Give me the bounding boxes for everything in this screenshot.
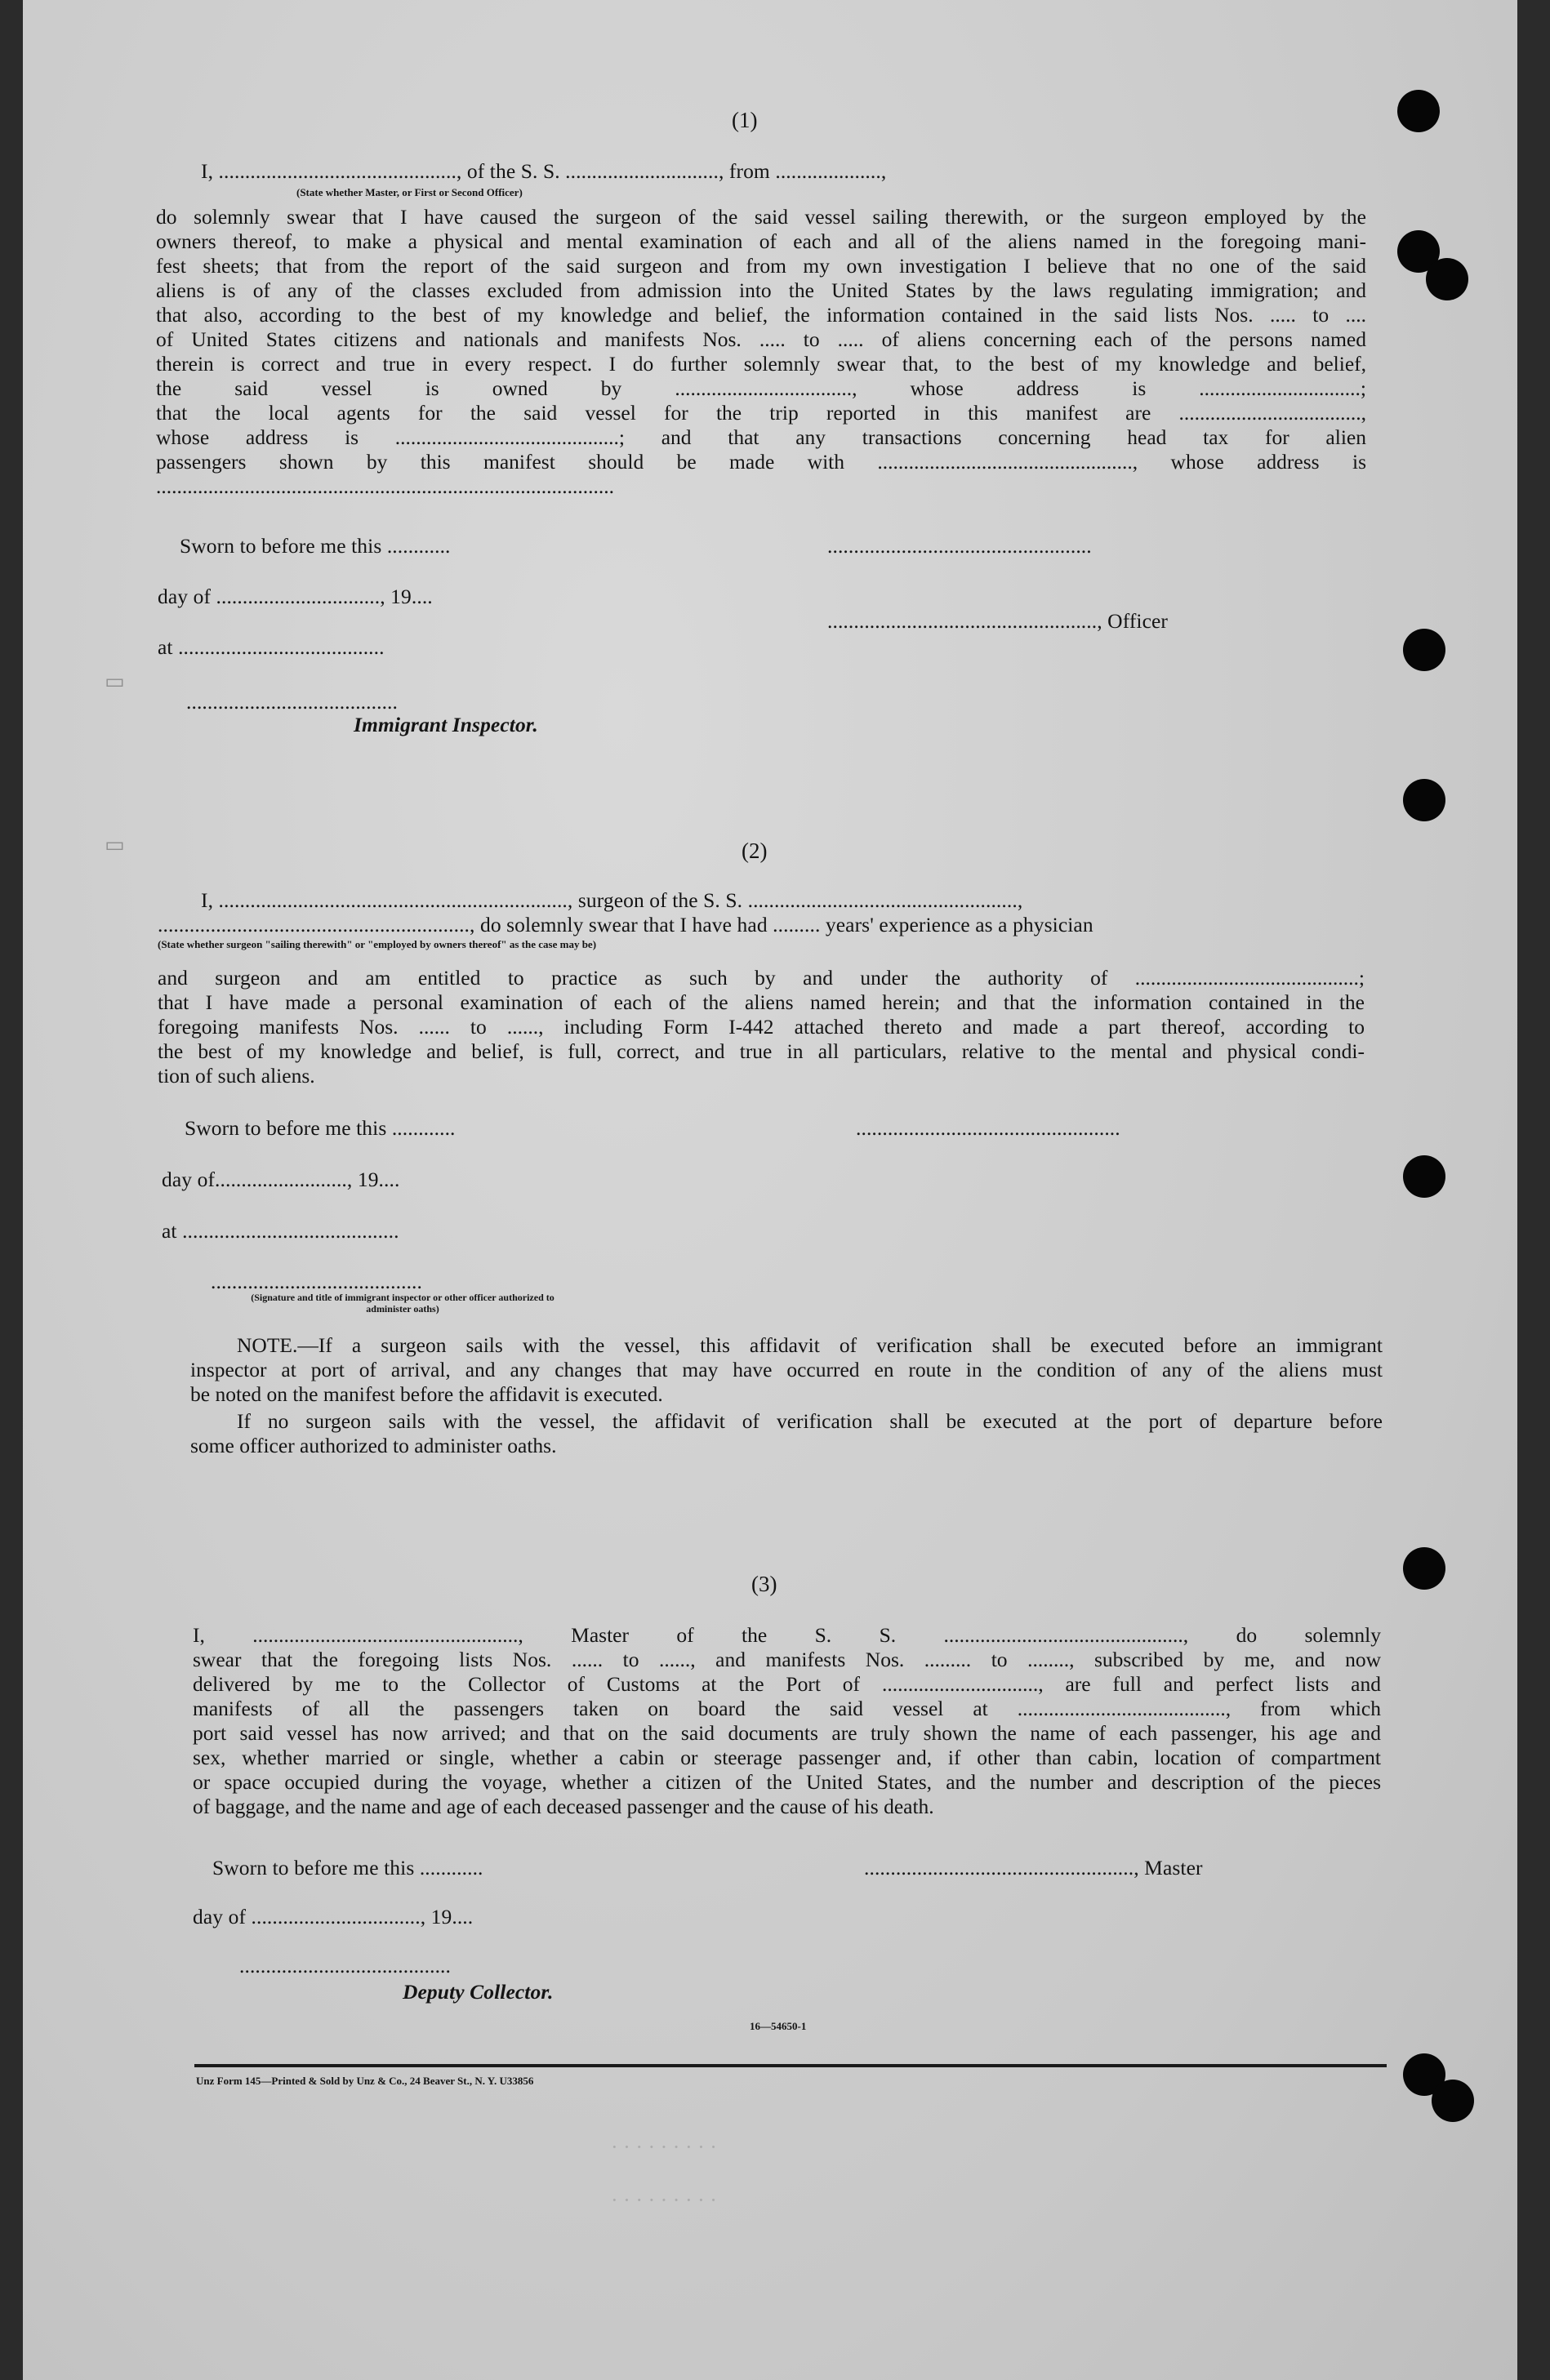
- surgeon-oath-paragraph: and surgeon and am entitled to practice as such by and under the authority of ...........................................; that I have made a personal examination of each of the aliens named herein; and that the information contained in the foregoing manifests Nos. ...... to ......, including Form I-442 attached thereto and made a part thereof, according to the best of my knowledge and belief, is full, correct, and true in all particulars, relative to the mental and physical condi- tion of such aliens.: [158, 966, 1365, 1088]
- day-of-field: day of ..............................., 19....: [158, 585, 433, 608]
- collector-signature-line: ........................................: [239, 1954, 451, 1977]
- sworn-before-field: Sworn to before me this ............: [180, 534, 451, 558]
- master-oath-paragraph: do solemnly swear that I have caused the surgeon of the said vessel sailing therewith, or the surgeon employed by the owners thereof, to make a physical and mental examination of each and all of the aliens named in the foregoing mani- fest sheets; that from the report of the said surgeon and from my own investigation I believe that no one of the said aliens is of any of the classes excluded from admission into the United States by the laws regulating immigration; and that also, according to the best of my knowledge and belief, the information contained in the said lists Nos. ..... to .... of United States citizens and nationals and manifests Nos. ..... to ..... of aliens concerning each of the persons named therein is correct and true in every respect. I do further solemnly swear that, to the best of my knowledge and belief, the said vessel is owned by .................................., whose address is ...............................; that the local agents for the said vessel for the trip reported in this manifest are ..................................., whose address is ...........................................; and that any transactions concerning head tax for alien passengers shown by this manifest should be made with ................................................., whose address is ........................................................................................: [156, 205, 1366, 498]
- bleed-through-mark: ▭: [105, 670, 125, 693]
- bleed-through-mark: ▭: [105, 833, 125, 856]
- day-of-field: day of ................................, 19....: [193, 1905, 474, 1928]
- officer-rank-note: (State whether Master, or First or Second Officer): [296, 186, 523, 198]
- punch-hole: [1426, 258, 1468, 300]
- section-number-1: (1): [732, 108, 758, 132]
- form-code: 16—54650-1: [750, 2020, 807, 2032]
- master-oath-line: I, ............................................., of the S. S. ............................., from ....................,: [201, 159, 887, 183]
- at-field: at .......................................: [158, 635, 385, 659]
- footer-rule: [194, 2064, 1387, 2067]
- form-page: [23, 0, 1517, 2380]
- right-signature-blank: ..................................................: [827, 534, 1092, 558]
- section-number-3: (3): [751, 1572, 777, 1596]
- bleed-through-text: · · · · · · · · ·: [611, 2135, 717, 2159]
- sworn-before-field: Sworn to before me this ............: [185, 1116, 456, 1140]
- verification-note-paragraph: NOTE.—If a surgeon sails with the vessel, this affidavit of verification shall be executed before an immigrant inspector at port of arrival, and any changes that may have occurred en route in the condition of any of the aliens must be noted on the manifest before the affidavit is executed.: [190, 1333, 1383, 1406]
- master-lists-paragraph: I, ..................................................., Master of the S. S. .............................................., do solemnly swear that the foregoing lists Nos. ...... to ......, and manifests Nos. ......... to ........, subscribed by me, and now delivered by me to the Collector of Customs at the Port of .............................., are full and perfect lists and manifests of all the passengers taken on board the said vessel at ........................................, from which port said vessel has now arrived; and that on the said documents are truly shown the name of each passenger, his age and sex, whether married or single, whether a cabin or steerage passenger and, if other than cabin, location of compartment or space occupied during the voyage, whether a citizen of the United States, and the number and description of the pieces of baggage, and the name and age of each deceased passenger and the cause of his death.: [193, 1623, 1381, 1818]
- authority-signature-note: (Signature and title of immigrant inspector or other officer authorized to administer oaths): [251, 1292, 555, 1315]
- punch-hole: [1403, 1155, 1445, 1198]
- no-surgeon-note-paragraph: If no surgeon sails with the vessel, the affidavit of verification shall be executed at the port of departure before some officer authorized to administer oaths.: [190, 1409, 1383, 1457]
- deputy-collector-label: Deputy Collector.: [403, 1980, 554, 2004]
- punch-hole: [1397, 90, 1440, 132]
- punch-hole: [1403, 779, 1445, 821]
- inspector-signature-line: ........................................: [186, 690, 398, 714]
- punch-hole: [1403, 1547, 1445, 1590]
- surgeon-status-note: (State whether surgeon "sailing therewith" or "employed by owners thereof" as the case may be): [158, 938, 597, 950]
- immigrant-inspector-label: Immigrant Inspector.: [354, 713, 538, 736]
- master-signature-line: ..................................................., Master: [864, 1856, 1203, 1880]
- surgeon-oath-line-1: I, .................................................................., surgeon of the S. S. ...................................................,: [201, 888, 1023, 912]
- authority-signature-line: ........................................: [211, 1270, 422, 1293]
- printer-imprint: Unz Form 145—Printed & Sold by Unz & Co., 24 Beaver St., N. Y. U33856: [196, 2075, 534, 2087]
- at-field: at .........................................: [162, 1219, 399, 1243]
- sworn-before-field: Sworn to before me this ............: [212, 1856, 483, 1880]
- surgeon-oath-line-2: ..........................................................., do solemnly swear that I have had ......... years' experience as a physician: [158, 913, 1093, 936]
- officer-signature-line: ..................................................., Officer: [827, 609, 1169, 633]
- punch-hole: [1403, 629, 1445, 671]
- day-of-field: day of........................., 19....: [162, 1168, 400, 1191]
- section-number-2: (2): [742, 839, 768, 863]
- punch-hole: [1432, 2080, 1474, 2122]
- bleed-through-text: · · · · · · · · ·: [611, 2188, 717, 2212]
- right-signature-blank: ..................................................: [856, 1116, 1120, 1140]
